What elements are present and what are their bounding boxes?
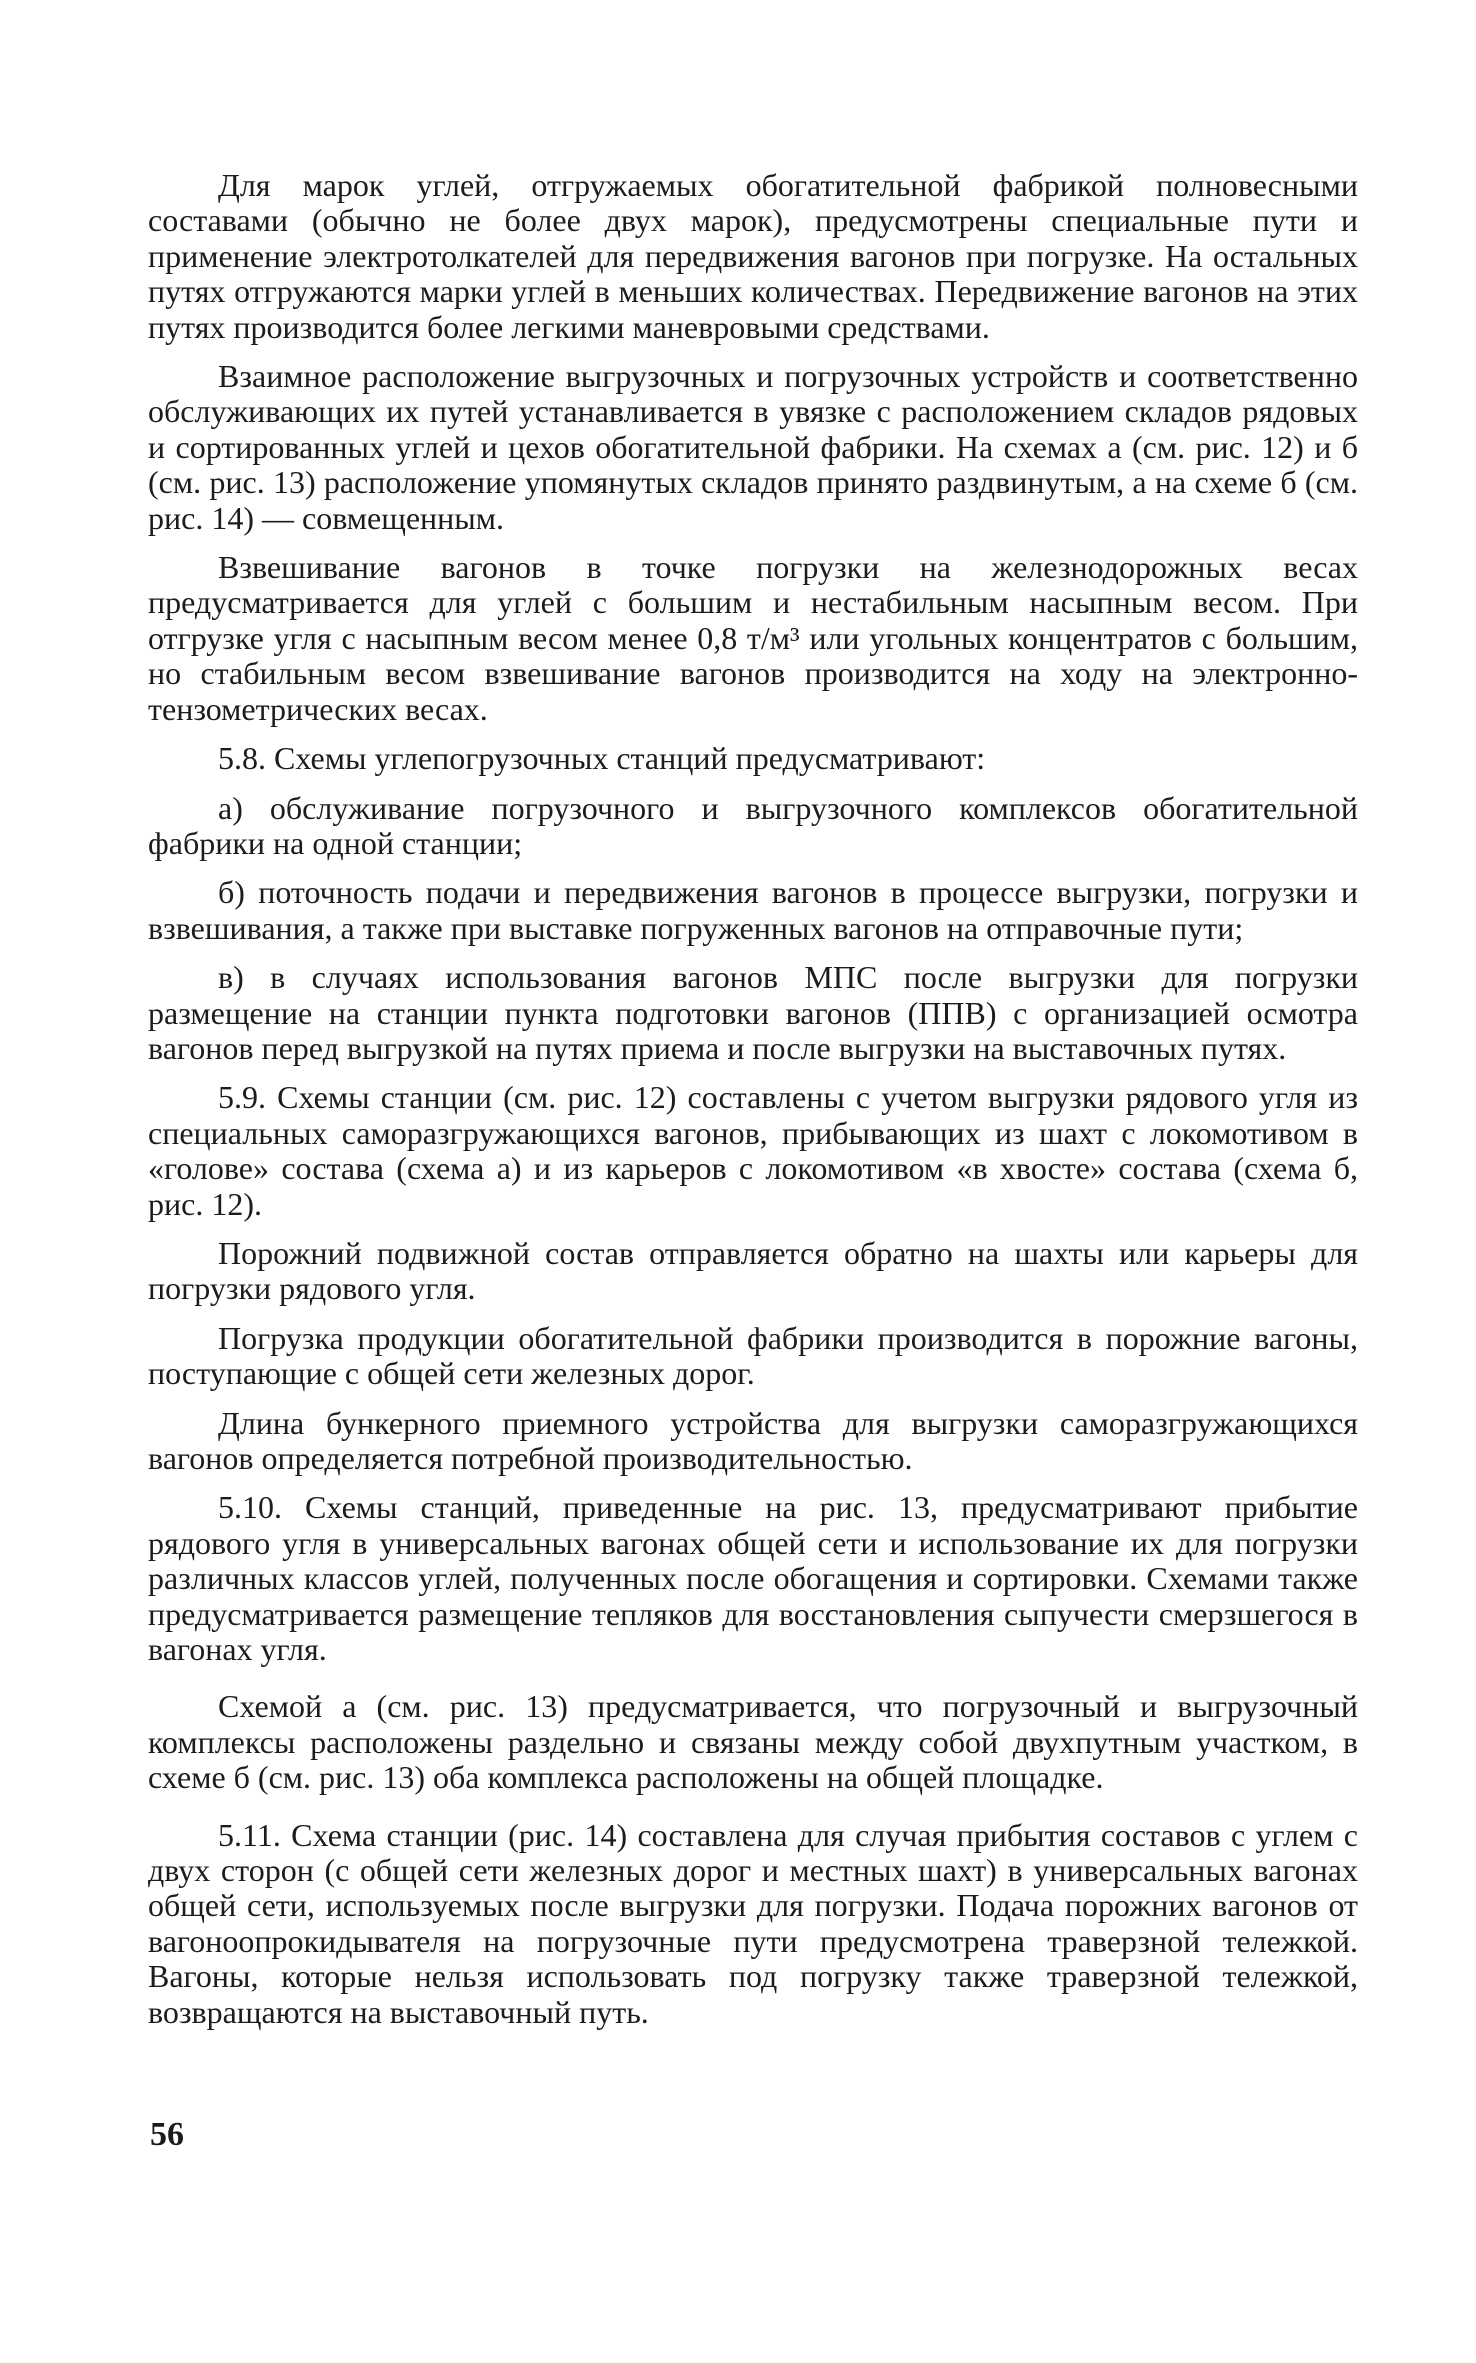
paragraph-mutual-arrangement: Взаимное расположение выгрузочных и погрузочных устройств и соответственно обслуживающих их путей устанавливается в увязке с расположением складов рядовых и сортированных углей и цехов обогатительной фабрики. На схемах а (см. рис. 12) и б (см. рис. 13) расположение упомянутых складов принято раздвинутым, а на схеме б (см. рис. 14) — совмещенным.: [148, 358, 1358, 536]
paragraph-section-5-9: 5.9. Схемы станции (см. рис. 12) составлены с учетом выгрузки рядового угля из специальных саморазгружающихся вагонов, прибывающих из шахт с локомотивом в «голове» состава (схема а) и из карьеров с локомотивом «в хвосте» состава (схема б, рис. 12).: [148, 1079, 1358, 1222]
paragraph-empty-rolling-stock: Порожний подвижной состав отправляется обратно на шахты или карьеры для погрузки рядового угля.: [148, 1234, 1358, 1307]
paragraph-item-v: в) в случаях использования вагонов МПС после выгрузки для погрузки размещение на станции пункта подготовки вагонов (ППВ) с организацией осмотра вагонов перед выгрузкой на путях приема и после выгрузки на выставочных путях.: [148, 959, 1358, 1066]
paragraph-weighing: Взвешивание вагонов в точке погрузки на железнодорожных весах предусматривается для углей с большим и нестабильным насыпным весом. При отгрузке угля с насыпным весом менее 0,8 т/м³ или угольных концентратов с большим, но стабильным весом взвешивание вагонов производится на ходу на электронно-тензометрических весах.: [148, 549, 1358, 727]
paragraph-section-5-10: 5.10. Схемы станций, приведенные на рис. 13, предусматривают прибытие рядового угля в универсальных вагонах общей сети и использование их для погрузки различных классов углей, полученных после обогащения и сортировки. Схемами также предусматривается размещение тепляков для восстановления сыпучести смерзшегося в вагонах угля.: [148, 1489, 1358, 1668]
paragraph-product-loading: Погрузка продукции обогатительной фабрики производится в порожние вагоны, поступающие с общей сети железных дорог.: [148, 1319, 1358, 1392]
paragraph-scheme-a: Схемой а (см. рис. 13) предусматривается, что погрузочный и выгрузочный комплексы расположены раздельно и связаны между собой двухпутным участком, в схеме б (см. рис. 13) оба комплекса расположены на общей площадке.: [148, 1688, 1358, 1796]
paragraph-section-5-8: 5.8. Схемы углепогрузочных станций предусматривают:: [218, 740, 986, 777]
paragraph-bunker-length: Длина бункерного приемного устройства для выгрузки саморазгружающихся вагонов определяется потребной производительностью.: [148, 1404, 1358, 1476]
paragraph-item-b: б) поточность подачи и передвижения вагонов в процессе выгрузки, погрузки и взвешивания, а также при выставке погруженных вагонов на отправочные пути;: [148, 874, 1358, 946]
page-number: 56: [150, 2116, 184, 2153]
paragraph-coal-grades: Для марок углей, отгружаемых обогатительной фабрикой полновесными составами (обычно не более двух марок), предусмотрены специальные пути и применение электротолкателей для передвижения вагонов при погрузке. На остальных путях отгружаются марки углей в меньших количествах. Передвижение вагонов на этих путях производится более легкими маневровыми средствами.: [148, 167, 1358, 345]
paragraph-section-5-11: 5.11. Схема станции (рис. 14) составлена для случая прибытия составов с углем с двух сторон (с общей сети железных дорог и местных шахт) в универсальных вагонах общей сети, используемых после выгрузки для погрузки. Подача порожних вагонов от вагоноопрокидывателя на погрузочные пути предусмотрена траверзной тележкой. Вагоны, которые нельзя использовать под погрузку также траверзной тележкой, возвращаются на выставочный путь.: [148, 1816, 1358, 2030]
paragraph-item-a: а) обслуживание погрузочного и выгрузочного комплексов обогатительной фабрики на одной станции;: [148, 789, 1358, 861]
page-body: [148, 168, 1358, 2030]
